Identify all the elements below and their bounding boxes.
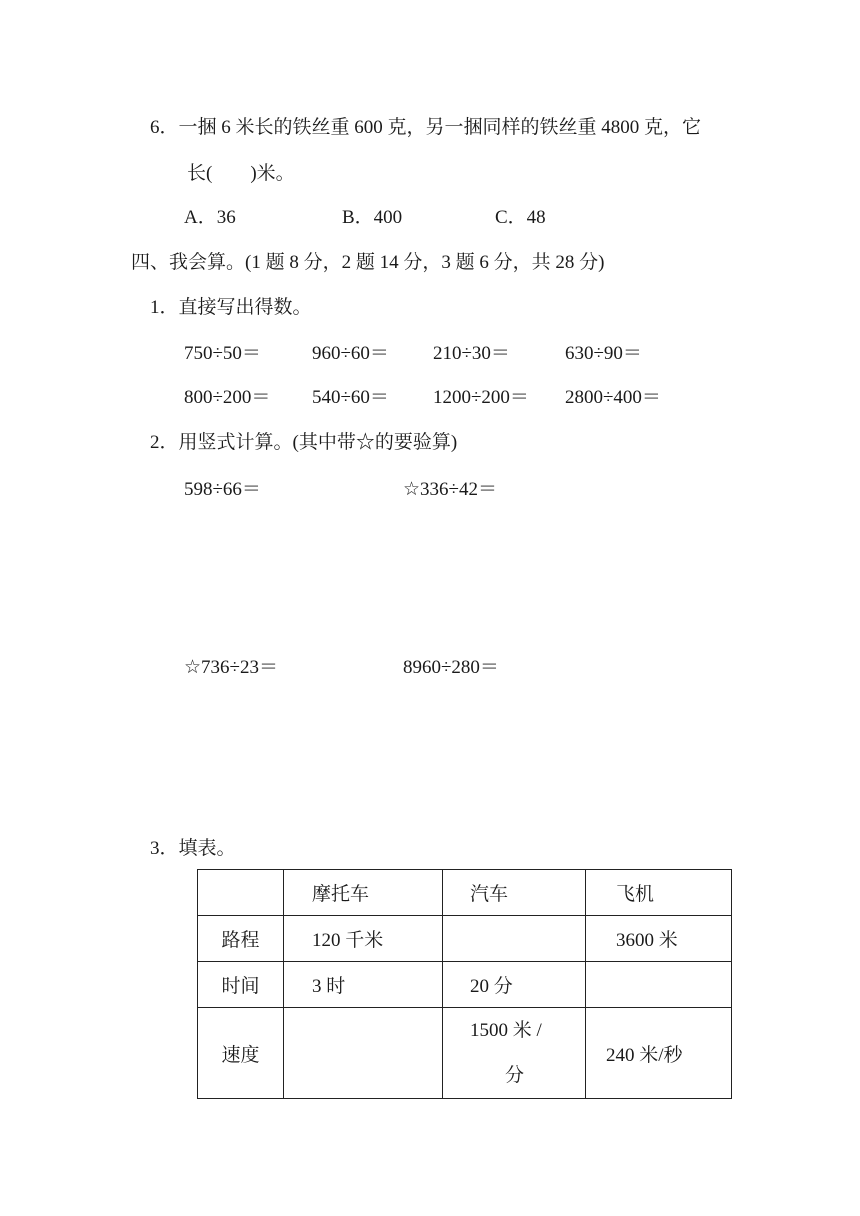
table-row xyxy=(198,962,732,1008)
fill-in-table xyxy=(197,869,732,1099)
calc-item: 750÷50＝ xyxy=(184,343,261,364)
table-row xyxy=(198,1008,732,1099)
section-4-title: 四、我会算。(1 题 8 分，2 题 14 分，3 题 6 分，共 28 分) xyxy=(131,252,605,273)
question-6-line1: 6．一捆 6 米长的铁丝重 600 克，另一捆同样的铁丝重 4800 克，它 xyxy=(150,117,702,138)
calc-item: 1200÷200＝ xyxy=(433,387,529,408)
vertical-calc-item: 8960÷280＝ xyxy=(403,657,499,678)
question-6-line2: 长( )米。 xyxy=(187,163,295,184)
option-c: C．48 xyxy=(495,207,546,228)
vertical-calc-item: 598÷66＝ xyxy=(184,479,261,500)
table-cell: 3600 米 xyxy=(586,916,732,962)
option-b: B．400 xyxy=(342,207,403,228)
vertical-calc-item: ☆736÷23＝ xyxy=(184,657,278,678)
part-3-title: 3．填表。 xyxy=(150,838,236,859)
calc-item: 210÷30＝ xyxy=(433,343,510,364)
table-header-cell: 飞机 xyxy=(586,870,732,916)
answer-cell[interactable] xyxy=(284,1008,443,1099)
answer-cell[interactable] xyxy=(443,916,586,962)
car-speed-line1: 1500 米 / xyxy=(470,1020,542,1041)
table-header-cell: 摩托车 xyxy=(284,870,443,916)
table-row xyxy=(198,916,732,962)
part-2-title: 2．用竖式计算。(其中带☆的要验算) xyxy=(150,432,458,453)
row-label: 路程 xyxy=(198,916,284,962)
table-cell: 3 时 xyxy=(284,962,443,1008)
vertical-calc-item: ☆336÷42＝ xyxy=(403,479,497,500)
car-speed-line2: 分 xyxy=(504,1065,524,1086)
calc-item: 960÷60＝ xyxy=(312,343,389,364)
calc-item: 630÷90＝ xyxy=(565,343,642,364)
table-cell: 120 千米 xyxy=(284,916,443,962)
table-cell: 20 分 xyxy=(443,962,586,1008)
calc-item: 540÷60＝ xyxy=(312,387,389,408)
row-label: 时间 xyxy=(198,962,284,1008)
row-label: 速度 xyxy=(198,1008,284,1099)
table-header-cell: 汽车 xyxy=(443,870,586,916)
table-cell: 240 米/秒 xyxy=(586,1008,732,1099)
option-a: A．36 xyxy=(184,207,236,228)
table-header-row xyxy=(198,870,732,916)
table-cell xyxy=(443,1008,586,1099)
calc-item: 2800÷400＝ xyxy=(565,387,661,408)
answer-cell[interactable] xyxy=(586,962,732,1008)
calc-item: 800÷200＝ xyxy=(184,387,271,408)
table-cell xyxy=(198,870,284,916)
car-speed xyxy=(470,1008,585,1098)
part-1-title: 1．直接写出得数。 xyxy=(150,297,312,318)
